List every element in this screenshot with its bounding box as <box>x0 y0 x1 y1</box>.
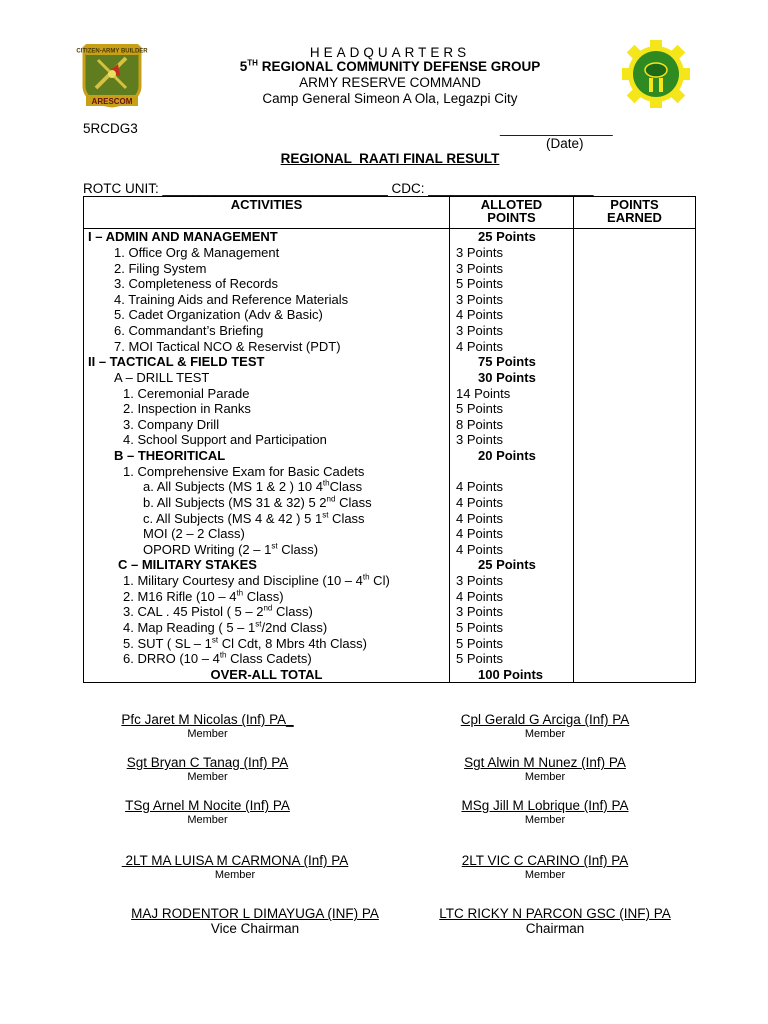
table-row <box>84 292 696 308</box>
points-earned-cell[interactable] <box>574 417 696 433</box>
signatory-block <box>430 853 660 881</box>
points-earned-cell[interactable] <box>574 338 696 354</box>
activity-text: B – THEORITICAL <box>114 448 226 464</box>
activity-superscript: nd <box>263 603 273 613</box>
table-row <box>84 307 696 323</box>
activity-text: 4. Training Aids and Reference Materials <box>114 291 349 307</box>
signatory-name: Sgt Bryan C Tanag (Inf) PA <box>126 755 289 770</box>
signatory-name: Sgt Alwin M Nunez (Inf) PA <box>464 755 626 770</box>
scoring-table <box>83 196 696 683</box>
table-row <box>84 588 696 604</box>
activity-superscript: th <box>236 588 244 598</box>
alloted-points-cell: 30 Points <box>450 370 574 386</box>
activity-superscript: st <box>211 635 219 645</box>
activity-cell <box>84 510 450 526</box>
activity-text-suffix: Cl) <box>369 573 390 589</box>
points-earned-cell[interactable] <box>574 229 696 245</box>
logo-bottom-text: ARESCOM <box>91 97 133 106</box>
activity-text: 3. Company Drill <box>123 416 220 432</box>
alloted-points-cell: 4 Points <box>450 338 574 354</box>
signatory-role: Member <box>524 728 566 740</box>
activity-text-suffix: Class <box>329 479 363 495</box>
activity-cell <box>84 338 450 354</box>
header-alloted-points: ALLOTED POINTS <box>450 197 574 229</box>
signatory-role: Member <box>524 869 566 881</box>
alloted-points-cell: 4 Points <box>450 307 574 323</box>
activity-text-suffix: Cl Cdt, 8 Mbrs 4th Class) <box>218 635 367 651</box>
alloted-points-cell: 5 Points <box>450 620 574 636</box>
points-earned-cell[interactable] <box>574 260 696 276</box>
signatory-block <box>410 906 700 936</box>
table-row <box>84 338 696 354</box>
points-earned-cell[interactable] <box>574 401 696 417</box>
table-row <box>84 417 696 433</box>
activity-text: OPORD Writing (2 – 1 <box>143 541 272 557</box>
activity-cell <box>84 229 450 245</box>
table-row <box>84 526 696 542</box>
table-row <box>84 463 696 479</box>
activity-cell <box>84 651 450 667</box>
signatory-name: MSg Jill M Lobrique (Inf) PA <box>461 798 629 813</box>
rotc-unit-blank: ______________________________ <box>162 181 388 196</box>
signatory-block <box>430 798 660 826</box>
cdc-label: CDC: <box>391 181 425 196</box>
activity-superscript: th <box>322 478 330 488</box>
points-earned-cell[interactable] <box>574 620 696 636</box>
activity-cell <box>84 588 450 604</box>
cdc-blank: ______________________ <box>428 181 594 196</box>
alloted-points-cell: 25 Points <box>450 557 574 573</box>
signatory-block <box>430 712 660 740</box>
table-row <box>84 448 696 464</box>
points-earned-cell[interactable] <box>574 292 696 308</box>
table-row <box>84 245 696 261</box>
table-row <box>84 495 696 511</box>
alloted-points-cell: 5 Points <box>450 635 574 651</box>
activity-cell <box>84 667 450 683</box>
signatory-name: Cpl Gerald G Arciga (Inf) PA <box>460 712 630 727</box>
points-earned-cell[interactable] <box>574 385 696 401</box>
points-earned-cell[interactable] <box>574 354 696 370</box>
activity-text: c. All Subjects (MS 4 & 42 ) 5 1 <box>143 510 323 526</box>
table-row <box>84 604 696 620</box>
activity-text: 1. Comprehensive Exam for Basic Cadets <box>123 463 365 479</box>
table-row <box>84 432 696 448</box>
activity-text: 6. Commandant’s Briefing <box>114 323 264 339</box>
activity-superscript: st <box>255 619 262 629</box>
signatory-role: Member <box>214 869 256 881</box>
points-earned-cell[interactable] <box>574 432 696 448</box>
activity-text: 2. M16 Rifle (10 – 4 <box>123 588 237 604</box>
activity-cell <box>84 526 450 542</box>
points-earned-cell[interactable] <box>574 495 696 511</box>
alloted-points-cell: 25 Points <box>450 229 574 245</box>
activity-cell <box>84 370 450 386</box>
activity-superscript: th <box>362 572 370 582</box>
alloted-points-cell: 3 Points <box>450 245 574 261</box>
activity-text-suffix: Class <box>335 494 372 510</box>
activity-cell <box>84 417 450 433</box>
signatory-role: Member <box>524 814 566 826</box>
activity-cell <box>84 260 450 276</box>
points-earned-cell[interactable] <box>574 323 696 339</box>
date-label: (Date) <box>546 136 584 151</box>
activity-cell <box>84 557 450 573</box>
activity-cell <box>84 276 450 292</box>
signatory-role: Chairman <box>525 921 585 936</box>
table-row <box>84 651 696 667</box>
points-earned-cell[interactable] <box>574 557 696 573</box>
alloted-points-cell: 3 Points <box>450 323 574 339</box>
points-earned-cell[interactable] <box>574 307 696 323</box>
points-earned-cell[interactable] <box>574 573 696 589</box>
doc-code: 5RCDG3 <box>83 121 138 136</box>
alloted-points-cell: 14 Points <box>450 385 574 401</box>
activity-superscript: th <box>219 650 227 660</box>
activity-cell <box>84 432 450 448</box>
signatory-block <box>100 712 315 740</box>
activity-cell <box>84 448 450 464</box>
alloted-points-cell: 3 Points <box>450 260 574 276</box>
table-row <box>84 635 696 651</box>
signatory-name: TSg Arnel M Nocite (Inf) PA <box>125 798 290 813</box>
activity-text: 3. CAL . 45 Pistol ( 5 – 2 <box>123 604 264 620</box>
points-earned-cell[interactable] <box>574 479 696 495</box>
points-earned-cell[interactable] <box>574 635 696 651</box>
activity-text-suffix: Class Cadets) <box>226 651 312 667</box>
activity-superscript: st <box>271 541 278 551</box>
alloted-points-cell: 4 Points <box>450 542 574 558</box>
logo-top-text: CITIZEN-ARMY BUILDER <box>76 48 148 55</box>
table-row <box>84 229 696 245</box>
activity-cell <box>84 479 450 495</box>
signatory-block <box>100 906 410 936</box>
table-row <box>84 573 696 589</box>
alloted-points-cell: 75 Points <box>450 354 574 370</box>
signatory-name: Pfc Jaret M Nicolas (Inf) PA_ <box>121 712 294 727</box>
alloted-points-cell: 4 Points <box>450 495 574 511</box>
activity-cell <box>84 463 450 479</box>
activity-cell <box>84 354 450 370</box>
rotc-unit-label: ROTC UNIT: <box>83 181 159 196</box>
table-row <box>84 401 696 417</box>
activity-cell <box>84 604 450 620</box>
header-activities: ACTIVITIES <box>84 197 450 229</box>
rcdg-emblem <box>622 40 690 108</box>
signatory-role: Member <box>524 771 566 783</box>
table-row <box>84 354 696 370</box>
points-earned-cell[interactable] <box>574 588 696 604</box>
activity-cell <box>84 573 450 589</box>
signatory-role: Member <box>187 771 228 783</box>
activity-text: 2. Inspection in Ranks <box>123 401 251 417</box>
table-header-row <box>84 197 696 229</box>
activity-text: 2. Filing System <box>114 260 207 276</box>
signatory-role: Member <box>187 728 228 740</box>
signatory-name: 2LT MA LUISA M CARMONA (Inf) PA <box>121 853 349 868</box>
activity-cell <box>84 245 450 261</box>
unit-title: REGIONAL COMMUNITY DEFENSE GROUP <box>257 59 541 74</box>
activity-cell <box>84 495 450 511</box>
alloted-points-cell: 5 Points <box>450 276 574 292</box>
activity-text: 3. Completeness of Records <box>114 276 279 292</box>
camp-address: Camp General Simeon A Ola, Legazpi City <box>262 91 518 106</box>
activity-text: 6. DRRO (10 – 4 <box>123 651 220 667</box>
unit-number-suffix: TH <box>247 58 258 68</box>
signatory-block <box>100 755 315 783</box>
activity-text: OVER-ALL TOTAL <box>210 666 323 682</box>
activity-text: 1. Ceremonial Parade <box>123 385 250 401</box>
hq-label: HEADQUARTERS <box>309 45 471 60</box>
activity-text-suffix: Class) <box>272 604 313 620</box>
table-row <box>84 370 696 386</box>
alloted-points-cell: 3 Points <box>450 292 574 308</box>
points-earned-cell[interactable] <box>574 667 696 683</box>
activity-text: 1. Office Org & Management <box>114 244 280 260</box>
points-earned-cell[interactable] <box>574 526 696 542</box>
points-earned-cell[interactable] <box>574 463 696 479</box>
points-earned-cell[interactable] <box>574 651 696 667</box>
points-earned-cell[interactable] <box>574 448 696 464</box>
signatory-name: MAJ RODENTOR L DIMAYUGA (INF) PA <box>131 906 379 921</box>
activity-text-suffix: Class) <box>243 588 284 604</box>
activity-cell <box>84 620 450 636</box>
document-title: REGIONAL RAATI FINAL RESULT <box>280 151 500 166</box>
activity-text: a. All Subjects (MS 1 & 2 ) 10 4 <box>143 479 323 495</box>
table-row <box>84 260 696 276</box>
activity-cell <box>84 401 450 417</box>
alloted-points-cell: 4 Points <box>450 510 574 526</box>
activity-superscript: nd <box>326 494 336 504</box>
arescom-logo <box>76 42 148 108</box>
table-row <box>84 620 696 636</box>
alloted-points-cell: 3 Points <box>450 604 574 620</box>
alloted-points-cell: 4 Points <box>450 526 574 542</box>
signatory-block <box>100 798 315 826</box>
alloted-points-cell: 100 Points <box>450 667 574 683</box>
activity-superscript: st <box>322 510 329 520</box>
activity-text: C – MILITARY STAKES <box>118 557 257 573</box>
activity-text: MOI (2 – 2 Class) <box>143 526 245 542</box>
signatory-block <box>430 755 660 783</box>
activity-text: I – ADMIN AND MANAGEMENT <box>88 229 278 245</box>
table-row <box>84 510 696 526</box>
activity-text: 5. Cadet Organization (Adv & Basic) <box>114 307 323 323</box>
activity-text-suffix: Class <box>328 510 365 526</box>
points-earned-cell[interactable] <box>574 604 696 620</box>
activity-text: II – TACTICAL & FIELD TEST <box>88 354 265 370</box>
signatory-name: LTC RICKY N PARCON GSC (INF) PA <box>439 906 671 921</box>
activity-text-suffix: Class) <box>277 541 319 557</box>
activity-text: 4. School Support and Participation <box>123 432 327 448</box>
alloted-points-cell: 8 Points <box>450 417 574 433</box>
header-points-earned: POINTS EARNED <box>574 197 696 229</box>
activity-text: b. All Subjects (MS 31 & 32) 5 2 <box>143 494 327 510</box>
table-row <box>84 276 696 292</box>
signatory-block <box>90 853 380 881</box>
table-row <box>84 557 696 573</box>
table-row <box>84 385 696 401</box>
points-earned-cell[interactable] <box>574 542 696 558</box>
activity-text-suffix: /2nd Class) <box>261 619 328 635</box>
points-earned-cell[interactable] <box>574 510 696 526</box>
signatory-role: Vice Chairman <box>210 921 300 936</box>
table-row <box>84 667 696 683</box>
points-earned-cell[interactable] <box>574 276 696 292</box>
command-name: ARMY RESERVE COMMAND <box>299 75 481 90</box>
date-line: _______________ <box>500 121 613 136</box>
activity-text: 5. SUT ( SL – 1 <box>123 635 212 651</box>
table-row <box>84 479 696 495</box>
activity-cell <box>84 385 450 401</box>
alloted-points-cell: 4 Points <box>450 588 574 604</box>
alloted-points-cell: 5 Points <box>450 651 574 667</box>
table-row <box>84 323 696 339</box>
activity-cell <box>84 307 450 323</box>
unit-name <box>200 59 580 74</box>
unit-number: 5 <box>239 59 248 74</box>
activity-text: 1. Military Courtesy and Discipline (10 – 4 <box>123 573 363 589</box>
table-row <box>84 542 696 558</box>
activity-cell <box>84 542 450 558</box>
points-earned-cell[interactable] <box>574 370 696 386</box>
signatory-name: 2LT VIC C CARINO (Inf) PA <box>461 853 629 868</box>
signatory-role: Member <box>187 814 228 826</box>
activity-text: 4. Map Reading ( 5 – 1 <box>123 619 256 635</box>
rotc-unit-line <box>83 181 593 196</box>
activity-text: 7. MOI Tactical NCO & Reservist (PDT) <box>114 338 341 354</box>
activity-text: A – DRILL TEST <box>114 369 210 385</box>
alloted-points-cell: 5 Points <box>450 401 574 417</box>
points-earned-cell[interactable] <box>574 245 696 261</box>
alloted-points-cell: 20 Points <box>450 448 574 464</box>
alloted-points-cell: 3 Points <box>450 432 574 448</box>
activity-cell <box>84 292 450 308</box>
alloted-points-cell: 3 Points <box>450 573 574 589</box>
activity-cell <box>84 635 450 651</box>
activity-cell <box>84 323 450 339</box>
alloted-points-cell <box>450 463 574 479</box>
alloted-points-cell: 4 Points <box>450 479 574 495</box>
